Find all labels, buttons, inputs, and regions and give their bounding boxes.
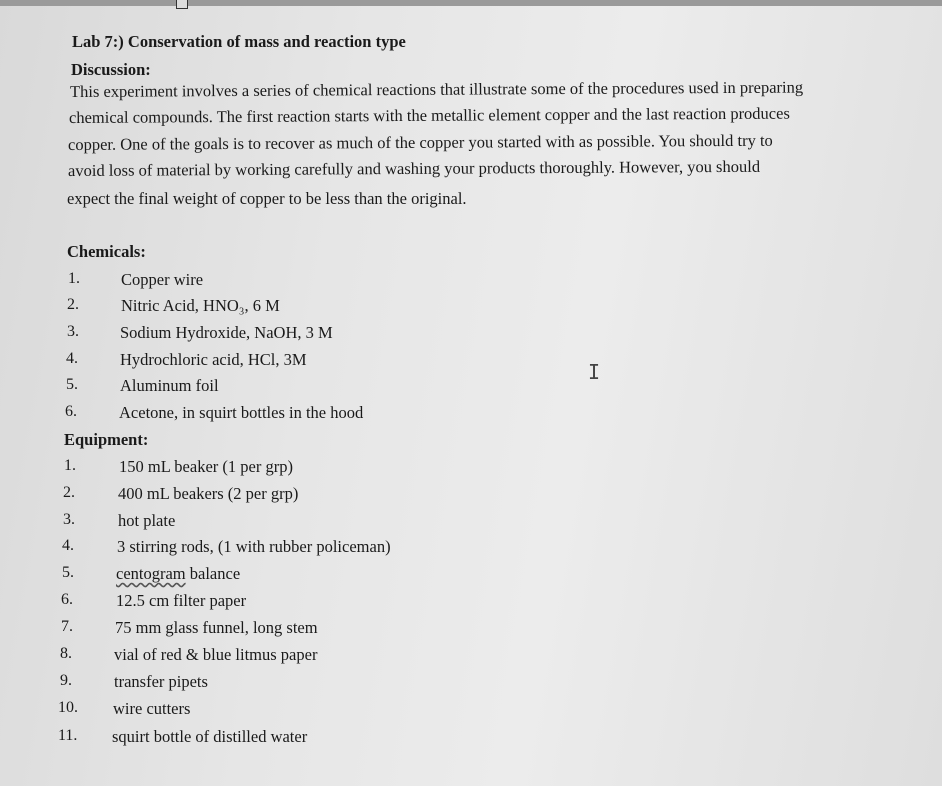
list-item: vial of red & blue litmus paper — [114, 645, 318, 664]
list-number: 7. — [61, 618, 73, 635]
spellcheck-word: centogram — [116, 564, 186, 583]
list-number: 10. — [58, 699, 78, 716]
list-item: 75 mm glass funnel, long stem — [115, 618, 318, 637]
list-number: 2. — [67, 296, 79, 313]
document-icon — [176, 0, 188, 9]
list-item: Sodium Hydroxide, NaOH, 3 M — [120, 323, 333, 342]
list-number: 11. — [58, 727, 78, 744]
list-item: wire cutters — [113, 699, 191, 718]
list-item — [116, 564, 240, 584]
list-item: Hydrochloric acid, HCl, 3M — [120, 350, 307, 369]
discussion-line: chemical compounds. The first reaction starts with the metallic element copper and the last reaction produces — [68, 103, 790, 127]
list-item: squirt bottle of distilled water — [112, 727, 308, 746]
list-number: 9. — [60, 672, 72, 689]
list-number: 1. — [68, 270, 80, 287]
list-number: 5. — [66, 376, 78, 393]
list-item: 12.5 cm filter paper — [116, 591, 247, 610]
text-cursor-icon: I — [588, 360, 601, 384]
list-item: 400 mL beakers (2 per grp) — [118, 484, 299, 503]
list-number: 6. — [65, 403, 77, 420]
page-title: Lab 7:) Conservation of mass and reaction type — [72, 32, 406, 51]
list-number: 6. — [61, 591, 73, 608]
discussion-line: expect the final weight of copper to be less than the original. — [67, 189, 467, 208]
list-number: 4. — [66, 350, 78, 367]
discussion-line: avoid loss of material by working carefully and washing your products thoroughly. However, you should — [67, 156, 761, 180]
chemicals-heading: Chemicals: — [67, 242, 146, 261]
list-item: Nitric Acid, HNO₃, 6 M — [121, 296, 280, 315]
list-item: hot plate — [118, 511, 176, 530]
window-top-edge — [0, 0, 942, 6]
equipment-heading: Equipment: — [64, 430, 149, 449]
discussion-line: copper. One of the goals is to recover as much of the copper you started with as possible. You should try to — [67, 130, 773, 154]
discussion-heading: Discussion: — [71, 60, 151, 79]
list-number: 4. — [62, 537, 74, 554]
list-number: 3. — [63, 511, 75, 528]
list-number: 1. — [64, 457, 76, 474]
list-item: 150 mL beaker (1 per grp) — [119, 457, 293, 476]
list-number: 5. — [62, 564, 74, 581]
list-item: Aluminum foil — [120, 376, 219, 395]
list-item: Copper wire — [121, 270, 204, 289]
discussion-line: This experiment involves a series of chemical reactions that illustrate some of the procedures used in preparing — [69, 77, 804, 101]
list-item: 3 stirring rods, (1 with rubber policeman) — [117, 537, 391, 556]
list-number: 3. — [67, 323, 79, 340]
list-item-rest: balance — [185, 564, 241, 583]
list-number: 8. — [60, 645, 72, 662]
list-item: Acetone, in squirt bottles in the hood — [119, 403, 364, 422]
list-item: transfer pipets — [114, 672, 208, 691]
list-number: 2. — [63, 484, 75, 501]
